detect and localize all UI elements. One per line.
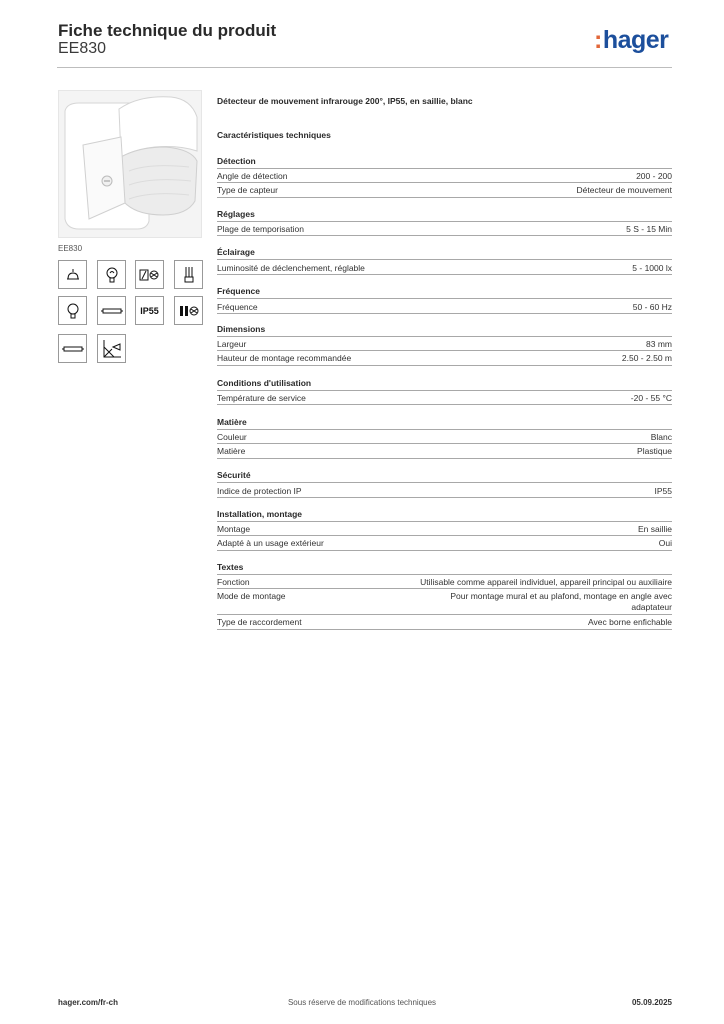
section-title-securite: Sécurité xyxy=(217,470,251,480)
spec-value: -20 - 55 °C xyxy=(630,393,672,403)
tech-specs-heading: Caractéristiques techniques xyxy=(217,130,331,140)
spec-value: Détecteur de mouvement xyxy=(576,185,672,195)
spec-value: IP55 xyxy=(654,486,672,496)
spec-value: Utilisable comme appareil individuel, appareil principal ou auxiliaire xyxy=(420,577,672,587)
spec-label: Angle de détection xyxy=(217,171,288,181)
spec-row xyxy=(217,351,672,366)
spec-value: Pour montage mural et au plafond, montage en angle avec xyxy=(450,591,672,601)
spec-label: Largeur xyxy=(217,339,247,349)
spec-row xyxy=(217,521,672,536)
spec-row xyxy=(217,221,672,236)
spec-value: 5 - 1000 lx xyxy=(632,263,672,273)
section-title-detection: Détection xyxy=(217,156,256,166)
halogen-transformer-icon xyxy=(135,260,164,289)
wall-mount-angle-icon xyxy=(97,334,126,363)
logo-text: hager xyxy=(602,26,669,54)
spec-label: Fréquence xyxy=(217,302,258,312)
spec-value: Plastique xyxy=(637,446,672,456)
spec-value: 200 - 200 xyxy=(636,171,672,181)
spec-row xyxy=(217,259,672,275)
spec-label: Température de service xyxy=(217,393,306,403)
spec-label: Type de raccordement xyxy=(217,617,302,627)
section-title-textes: Textes xyxy=(217,562,244,572)
energy-saving-lamp-icon xyxy=(174,260,203,289)
spec-label: Luminosité de déclenchement, réglable xyxy=(217,263,365,273)
spec-row xyxy=(217,298,672,314)
spec-value: Oui xyxy=(658,538,672,548)
page-title: Fiche technique du produit xyxy=(58,21,277,40)
spec-row xyxy=(217,336,672,351)
spec-row xyxy=(217,444,672,459)
spec-value: Avec borne enfichable xyxy=(588,617,672,627)
light-bulb-icon xyxy=(58,296,87,325)
spec-label: Montage xyxy=(217,524,251,534)
incandescent-bulb-icon xyxy=(97,260,126,289)
header-divider xyxy=(57,67,672,68)
spec-row xyxy=(217,574,672,589)
footer-date: 05.09.2025 xyxy=(631,998,672,1007)
spec-row xyxy=(217,482,672,498)
led-driver-icon xyxy=(174,296,203,325)
spec-value: 50 - 60 Hz xyxy=(632,302,672,312)
ip55-icon xyxy=(135,296,164,325)
section-title-frequence: Fréquence xyxy=(217,286,260,296)
section-title-installation: Installation, montage xyxy=(217,509,303,519)
spec-row xyxy=(217,589,672,615)
spec-value: 2.50 - 2.50 m xyxy=(621,353,672,363)
fluorescent-tube-2-icon xyxy=(58,334,87,363)
spec-row xyxy=(217,168,672,183)
spec-label: Couleur xyxy=(217,432,247,442)
spec-row xyxy=(217,390,672,405)
spec-row xyxy=(217,429,672,444)
ceiling-mount-icon xyxy=(58,260,87,289)
section-title-matiere: Matière xyxy=(217,417,247,427)
hager-logo xyxy=(594,26,668,55)
spec-label: Fonction xyxy=(217,577,250,587)
spec-value: 83 mm xyxy=(646,339,672,349)
fluorescent-tube-icon xyxy=(97,296,126,325)
spec-value-continued: adaptateur xyxy=(631,602,672,612)
footer-disclaimer: Sous réserve de modifications techniques xyxy=(287,998,437,1007)
section-title-reglages: Réglages xyxy=(217,209,255,219)
spec-row xyxy=(217,183,672,198)
spec-label: Indice de protection IP xyxy=(217,486,302,496)
spec-row xyxy=(217,536,672,551)
spec-value: Blanc xyxy=(650,432,672,442)
image-reference: EE830 xyxy=(58,244,83,253)
spec-label: Type de capteur xyxy=(217,185,278,195)
spec-label: Plage de temporisation xyxy=(217,224,304,234)
footer-website-link[interactable]: hager.com/fr-ch xyxy=(58,998,119,1007)
section-title-dimensions: Dimensions xyxy=(217,324,266,334)
spec-label: Hauteur de montage recommandée xyxy=(217,353,352,363)
section-title-conditions: Conditions d'utilisation xyxy=(217,378,312,388)
spec-label: Mode de montage xyxy=(217,591,286,601)
ip55-label: IP55 xyxy=(140,305,159,316)
product-image xyxy=(58,90,202,238)
motion-detector-illustration xyxy=(59,91,201,237)
spec-row xyxy=(217,615,672,630)
logo-colon: : xyxy=(594,26,602,54)
spec-value: En saillie xyxy=(637,524,672,534)
product-code: EE830 xyxy=(58,40,107,57)
spec-label: Adapté à un usage extérieur xyxy=(217,538,324,548)
spec-label: Matière xyxy=(217,446,246,456)
section-title-eclairage: Éclairage xyxy=(217,247,255,257)
product-description: Détecteur de mouvement infrarouge 200°, IP55, en saillie, blanc xyxy=(217,96,473,106)
spec-value: 5 S - 15 Min xyxy=(626,224,672,234)
